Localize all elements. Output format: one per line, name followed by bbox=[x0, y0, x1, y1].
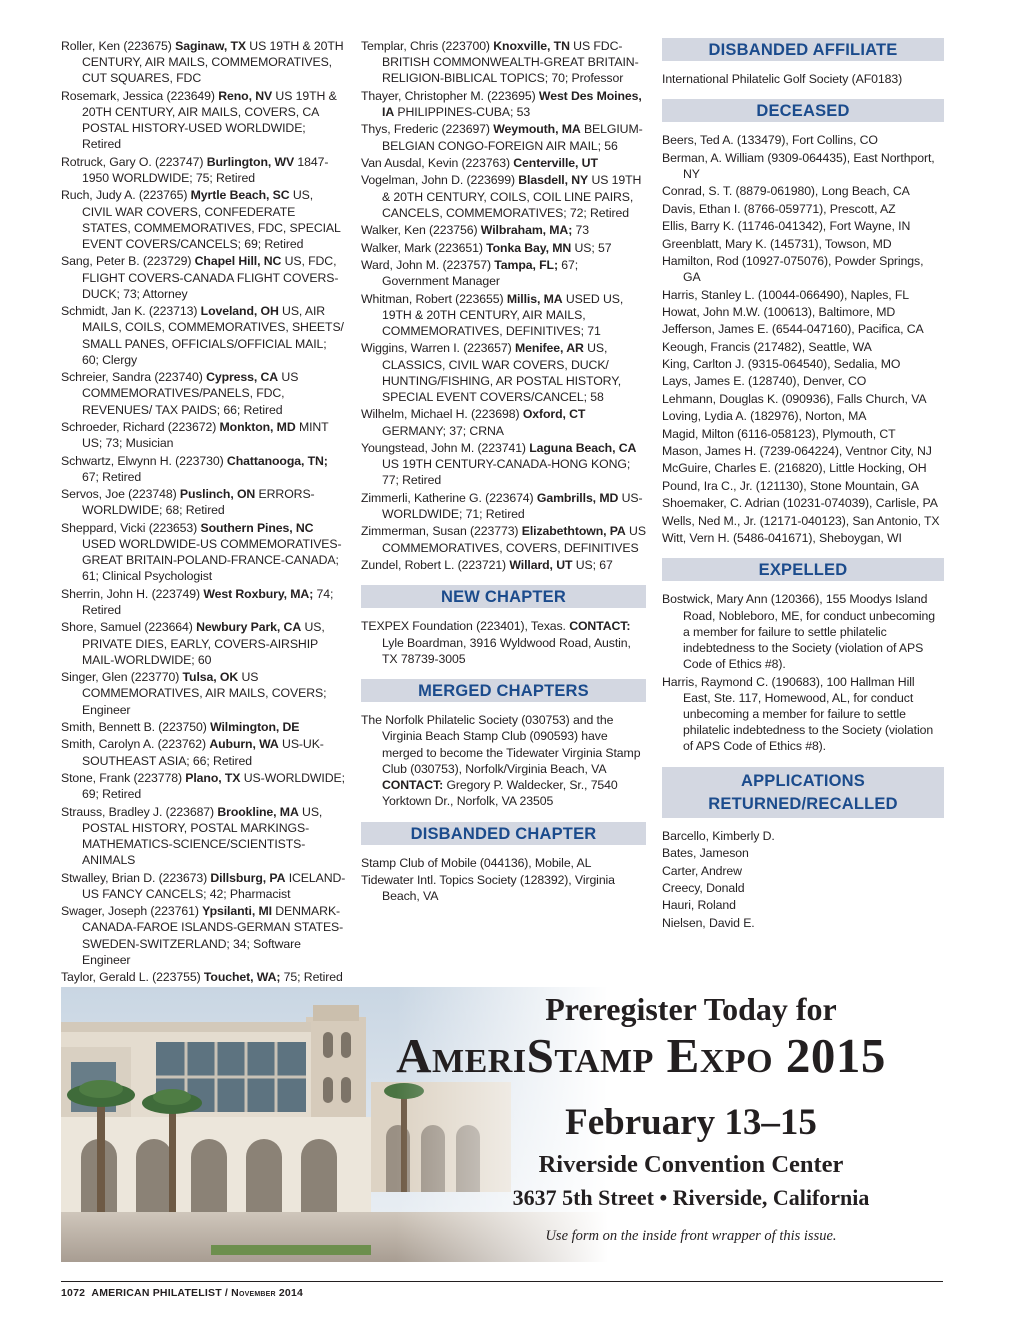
application-item: Bates, Jameson bbox=[662, 846, 749, 861]
deceased-item: Hamilton, Rod (10927-075076), Powder Springs, GA bbox=[662, 253, 924, 285]
member-entry: Templar, Chris (223700) Knoxville, TN US FDC-BRITISH COMMONWEALTH-GREAT BRITAIN-RELIGION-BIBLICAL TOPICS; 70; Professor bbox=[361, 39, 639, 86]
member-entry: Walker, Mark (223651) Tonka Bay, MN US; 57 bbox=[361, 240, 612, 255]
application-item: Carter, Andrew bbox=[662, 863, 742, 878]
member-entry: Schwartz, Elwynn H. (223730) Chattanooga, TN; 67; Retired bbox=[61, 453, 328, 484]
new-chapter-entry: TEXPEX Foundation (223401), Texas. CONTACT: Lyle Boardman, 3916 Wyldwood Road, Austin, TX 78739-3005 bbox=[361, 619, 631, 666]
deceased-item: Shoemaker, C. Adrian (10231-074039), Carlisle, PA bbox=[662, 496, 938, 511]
member-entry: Zimmerli, Katherine G. (223674) Gambrills, MD US-WORLDWIDE; 71; Retired bbox=[361, 490, 643, 521]
disbanded-affiliate-heading: DISBANDED AFFILIATE bbox=[662, 38, 944, 61]
member-entry: Singer, Glen (223770) Tulsa, OK US COMMEMORATIVES, AIR MAILS, COVERS; Engineer bbox=[61, 670, 327, 717]
deceased-list bbox=[662, 132, 944, 546]
deceased-item: Witt, Vern H. (5486-041671), Sheboygan, WI bbox=[662, 531, 902, 545]
deceased-item: Beers, Ted A. (133479), Fort Collins, CO bbox=[662, 133, 878, 148]
applications-heading-line2: RETURNED/RECALLED bbox=[708, 794, 898, 813]
deceased-item: King, Carlton J. (9315-064540), Sedalia, MO bbox=[662, 357, 901, 372]
merged-chapters-heading: MERGED CHAPTERS bbox=[361, 679, 646, 702]
deceased-item: Keough, Francis (217482), Seattle, WA bbox=[662, 339, 872, 354]
disbanded-chapter-item: Tidewater Intl. Topics Society (128392), Virginia Beach, VA bbox=[361, 872, 615, 904]
deceased-item: Magid, Milton (6116-058123), Plymouth, CT bbox=[662, 426, 896, 441]
deceased-item: Conrad, S. T. (8879-061980), Long Beach, CA bbox=[662, 184, 910, 199]
member-entry: Van Ausdal, Kevin (223763) Centerville, UT bbox=[361, 155, 598, 170]
ad-event-name: AmeriStamp Expo 2015 bbox=[396, 1028, 886, 1083]
deceased-item: Berman, A. William (9309-064435), East Northport, NY bbox=[662, 150, 935, 181]
member-entry: Swager, Joseph (223761) Ypsilanti, MI DENMARK-CANADA-FAROE ISLANDS-GERMAN STATES-SWEDEN-SWITZERLAND; 34; Software Engineer bbox=[61, 904, 344, 967]
member-entry: Stwalley, Brian D. (223673) Dillsburg, PA ICELAND-US FANCY CANCELS; 42; Pharmacist bbox=[61, 870, 346, 901]
footer-divider bbox=[61, 1281, 943, 1282]
expelled-item: Harris, Raymond C. (190683), 100 Hallman Hill East, Ste. 117, Homewood, AL, for conduct unbecoming a member for failure to settle philatelic indebtedness to the Society (violation of APS Code of Ethics #8). bbox=[662, 674, 934, 754]
member-entry: Smith, Bennett B. (223750) Wilmington, DE bbox=[61, 719, 300, 734]
member-entry: Schmidt, Jan K. (223713) Loveland, OH US, AIR MAILS, COILS, COMMEMORATIVES, SHEETS/ SMALL PANES, OFFICIALS/OFFICIAL MAIL; 60; Clergy bbox=[61, 304, 344, 367]
member-entry: Smith, Carolyn A. (223762) Auburn, WA US-UK-SOUTHEAST ASIA; 66; Retired bbox=[61, 737, 324, 768]
magazine-title: AMERICAN PHILATELIST / bbox=[91, 1287, 229, 1299]
member-entry: Zundel, Robert L. (223721) Willard, UT US; 67 bbox=[361, 557, 613, 572]
application-item: Barcello, Kimberly D. bbox=[662, 828, 775, 843]
member-entry: Wilhelm, Michael H. (223698) Oxford, CT GERMANY; 37; CRNA bbox=[361, 407, 586, 438]
deceased-item: Greenblatt, Mary K. (145731), Towson, MD bbox=[662, 236, 892, 251]
column-right bbox=[662, 38, 944, 932]
deceased-item: Pound, Ira C., Jr. (121130), Stone Mountain, GA bbox=[662, 478, 919, 493]
ad-note: Use form on the inside front wrapper of this issue. bbox=[545, 1228, 837, 1244]
applications-heading bbox=[662, 767, 944, 818]
deceased-item: Ellis, Barry K. (11746-041342), Fort Wayne, IN bbox=[662, 219, 911, 234]
member-entry: Servos, Joe (223748) Puslinch, ON ERRORS-WORLDWIDE; 68; Retired bbox=[61, 487, 315, 518]
member-entry: Ruch, Judy A. (223765) Myrtle Beach, SC US, CIVIL WAR COVERS, CONFEDERATE STATES, COMMEMORATIVES, FDC, SPECIAL EVENT COVERS/CANCELS; 69; Retired bbox=[61, 188, 341, 251]
deceased-heading: DECEASED bbox=[662, 99, 944, 122]
ad-address: 3637 5th Street • Riverside, California bbox=[512, 1185, 870, 1210]
expelled-heading: EXPELLED bbox=[662, 558, 944, 581]
deceased-item: Mason, James H. (7239-064224), Ventnor City, NJ bbox=[662, 444, 932, 459]
member-entry: Stone, Frank (223778) Plano, TX US-WORLDWIDE; 69; Retired bbox=[61, 770, 345, 802]
member-entry: Vogelman, John D. (223699) Blasdell, NY US 19TH & 20TH CENTURY, COILS, COIL LINE PAIRS, CANCELS, COMMEMORATIVES; 72; Retired bbox=[361, 173, 642, 220]
application-item: Nielsen, David E. bbox=[662, 915, 755, 930]
member-entry: Thayer, Christopher M. (223695) West Des Moines, IA PHILIPPINES-CUBA; 53 bbox=[361, 88, 642, 119]
page-footer bbox=[61, 1287, 303, 1299]
column-left bbox=[61, 38, 346, 987]
deceased-item: Howat, John M.W. (100613), Baltimore, MD bbox=[662, 304, 896, 319]
deceased-item: McGuire, Charles E. (216820), Little Hocking, OH bbox=[662, 461, 927, 476]
applications-heading-line1: APPLICATIONS bbox=[740, 771, 865, 790]
disbanded-chapter-heading: DISBANDED CHAPTER bbox=[361, 822, 646, 845]
issue-month: November bbox=[231, 1287, 276, 1299]
expelled-item: Bostwick, Mary Ann (120366), 155 Moodys Island Road, Nobleboro, ME, for conduct unbecoming a member for failure to settle philatelic indebtedness to the Society (violation of APS Code of Ethics #8). bbox=[662, 592, 936, 672]
member-entry: Zimmerman, Susan (223773) Elizabethtown, PA US COMMEMORATIVES, COVERS, DEFINITIVES bbox=[361, 524, 646, 555]
member-entry: Youngstead, John M. (223741) Laguna Beach, CA US 19TH CENTURY-CANADA-HONG KONG; 77; Retired bbox=[361, 440, 637, 488]
member-entry: Rosemark, Jessica (223649) Reno, NV US 19TH & 20TH CENTURY, AIR MAILS, COVERS, CA POSTAL HISTORY-USED WORLDWIDE; Retired bbox=[61, 88, 337, 152]
deceased-item: Lays, James E. (128740), Denver, CO bbox=[662, 374, 867, 389]
member-entry: Whitman, Robert (223655) Millis, MA USED US, 19TH & 20TH CENTURY, AIR MAILS, COMMEMORATIVES, DEFINITIVES; 71 bbox=[361, 291, 624, 338]
column-middle bbox=[361, 38, 646, 906]
issue-year: 2014 bbox=[278, 1287, 304, 1299]
member-entry: Ward, John M. (223757) Tampa, FL; 67; Government Manager bbox=[361, 257, 579, 289]
ameristamp-expo-ad bbox=[61, 987, 943, 1262]
member-entry: Wiggins, Warren I. (223657) Menifee, AR US, CLASSICS, CIVIL WAR COVERS, DUCK/ HUNTING/FISHING, AR POSTAL HISTORY, SPECIAL EVENT COVERS/CANCEL; 58 bbox=[361, 341, 622, 404]
member-entry: Sheppard, Vicki (223653) Southern Pines, NC USED WORLDWIDE-US COMMEMORATIVES-GREAT BRITAIN-POLAND-FRANCE-CANADA; 61; Clinical Psychologist bbox=[61, 520, 342, 584]
member-entry: Sherrin, John H. (223749) West Roxbury, MA; 74; Retired bbox=[61, 586, 334, 617]
deceased-item: Jefferson, James E. (6544-047160), Pacifica, CA bbox=[662, 322, 924, 337]
deceased-item: Harris, Stanley L. (10044-066490), Naples, FL bbox=[662, 287, 910, 302]
new-members-list-continued bbox=[361, 38, 646, 573]
deceased-item: Loving, Lydia A. (182976), Norton, MA bbox=[662, 409, 867, 424]
deceased-item: Wells, Ned M., Jr. (12171-040123), San Antonio, TX bbox=[662, 513, 940, 528]
application-item: Hauri, Roland bbox=[662, 898, 736, 913]
member-entry: Taylor, Gerald L. (223755) Touchet, WA; 75; Retired bbox=[61, 970, 343, 985]
member-entry: Walker, Ken (223756) Wilbraham, MA; 73 bbox=[361, 223, 589, 238]
new-chapter-heading: NEW CHAPTER bbox=[361, 585, 646, 608]
member-entry: Shore, Samuel (223664) Newbury Park, CA US, PRIVATE DIES, EARLY, COVERS-AIRSHIP MAIL-WORLDWIDE; 60 bbox=[61, 620, 325, 667]
member-entry: Schroeder, Richard (223672) Monkton, MD MINT US; 73; Musician bbox=[61, 419, 329, 451]
merged-chapters-entry: The Norfolk Philatelic Society (030753) and the Virginia Beach Stamp Club (090593) have merged to become the Tidewater Virginia Stamp Club (030753), Norfolk/Virginia Beach, VA CONTACT: Gregory P. Waldecker, Sr., 7540 Yorktown Dr., Norfolk, VA 23505 bbox=[361, 713, 641, 809]
ad-venue: Riverside Convention Center bbox=[538, 1151, 844, 1178]
member-entry: Schreier, Sandra (223740) Cypress, CA US COMMEMORATIVES/PANELS, FDC, REVENUES/ TAX PAIDS; 66; Retired bbox=[61, 370, 299, 417]
application-item: Creecy, Donald bbox=[662, 880, 745, 895]
member-entry: Strauss, Bradley J. (223687) Brookline, MA US, POSTAL HISTORY, POSTAL MARKINGS-MATHEMATICS-SCIENCE/SCIENTISTS-ANIMALS bbox=[61, 804, 323, 868]
page-number: 1072 bbox=[61, 1287, 86, 1299]
member-entry: Sang, Peter B. (223729) Chapel Hill, NC US, FDC, FLIGHT COVERS-CANADA FLIGHT COVERS-DUCK; 73; Attorney bbox=[61, 254, 339, 301]
applications-list bbox=[662, 828, 944, 931]
disbanded-chapter-item: Stamp Club of Mobile (044136), Mobile, AL bbox=[361, 855, 592, 870]
deceased-item: Davis, Ethan I. (8766-059771), Prescott, AZ bbox=[662, 201, 896, 216]
member-entry: Roller, Ken (223675) Saginaw, TX US 19TH & 20TH CENTURY, AIR MAILS, COMMEMORATIVES, CUT SQUARES, FDC bbox=[61, 39, 344, 86]
deceased-item: Lehmann, Douglas K. (090936), Falls Church, VA bbox=[662, 391, 927, 406]
ad-dates: February 13–15 bbox=[565, 1102, 817, 1143]
member-entry: Rotruck, Gary O. (223747) Burlington, WV 1847-1950 WORLDWIDE; 75; Retired bbox=[61, 154, 329, 185]
ad-preregister-line: Preregister Today for bbox=[545, 991, 837, 1027]
disbanded-affiliate-item: International Philatelic Golf Society (AF0183) bbox=[662, 72, 903, 86]
member-entry: Thys, Frederic (223697) Weymouth, MA BELGIUM-BELGIAN CONGO-FOREIGN AIR MAIL; 56 bbox=[361, 122, 643, 153]
